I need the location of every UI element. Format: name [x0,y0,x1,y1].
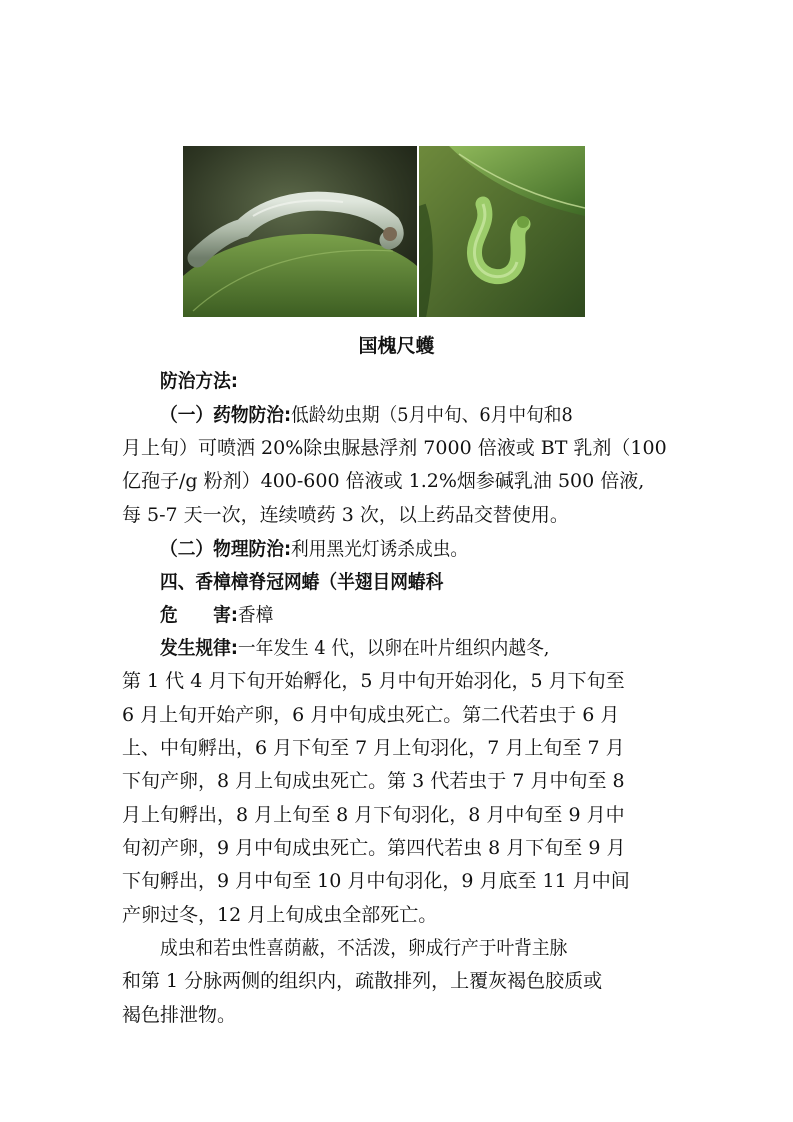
item1-line2: 月上旬）可喷洒 20%除虫脲悬浮剂 7000 倍液或 BT 乳剂（100 [122,437,667,459]
pattern-line2: 第 1 代 4 月下旬开始孵化，5 月中旬开始羽化，5 月下旬至 [122,670,625,692]
item1-line3: 亿孢子/g 粉剂）400-600 倍液或 1.2%烟参碱乳油 500 倍液, [122,470,645,492]
caterpillar-on-leaf-photo [183,146,417,317]
pattern-line3: 6 月上旬开始产卵，6 月中旬成虫死亡。第二代若虫于 6 月 [122,704,620,726]
habit-line1: 成虫和若虫性喜荫蔽，不活泼，卵成行产于叶背主脉 [160,937,568,959]
figure-caption: 国槐尺蠖 [358,335,435,357]
habit-line2: 和第 1 分脉两侧的组织内，疏散排列，上覆灰褐色胶质或 [122,970,603,992]
pattern-line6: 月上旬孵出，8 月上旬至 8 月下旬羽化，8 月中旬至 9 月中 [122,804,625,826]
green-inchworm-photo [419,146,585,317]
harm-text: 香樟 [237,604,274,626]
item1-line1 [160,400,682,430]
figure-photos [183,146,585,317]
pattern-label: 发生规律: [160,637,238,659]
pattern-line9: 产卵过冬，12 月上旬成虫全部死亡。 [122,904,438,926]
pattern-line7: 旬初产卵，9 月中旬成虫死亡。第四代若虫 8 月下旬至 9 月 [122,837,626,859]
harm-label: 危 害: [160,604,238,626]
pattern-text-1: 一年发生 4 代，以卵在叶片组织内越冬, [237,637,550,659]
item2-line [160,534,682,564]
pattern-line4: 上、中旬孵出，6 月下旬至 7 月上旬羽化，7 月上旬至 7 月 [122,737,625,759]
section4-heading: 四、香樟樟脊冠网蝽（半翅目网蝽科 [160,571,444,593]
item1-text-1: 低龄幼虫期（5月中旬、6月中旬和8 [291,404,573,426]
methods-heading-text: 防治方法: [160,370,238,392]
item2-label: （二）物理防治: [160,538,292,560]
item1-line4: 每 5-7 天一次，连续喷药 3 次，以上药品交替使用。 [122,504,569,526]
harm-line [160,600,682,630]
habit-line3: 褐色排泄物。 [122,1004,237,1026]
item1-label: （一）药物防治: [160,404,292,426]
pattern-line5: 下旬产卵，8 月上旬成虫死亡。第 3 代若虫于 7 月中旬至 8 [122,770,625,792]
pattern-line1 [160,633,682,663]
methods-heading [160,366,682,396]
pattern-line8: 下旬孵出，9 月中旬至 10 月中旬羽化，9 月底至 11 月中间 [122,870,630,892]
item2-text: 利用黑光灯诱杀成虫。 [291,538,469,560]
